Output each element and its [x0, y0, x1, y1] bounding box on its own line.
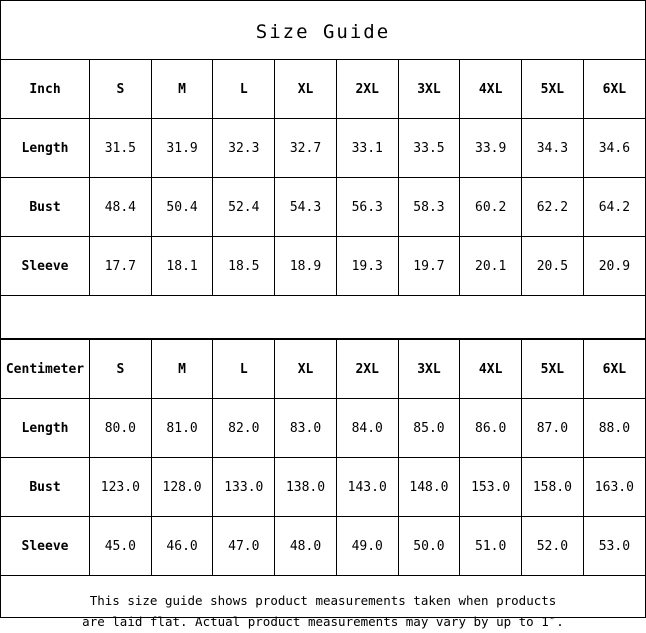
column-header-l: L [213, 340, 275, 399]
unit-label-inch: Inch [1, 60, 90, 119]
cell: 20.9 [583, 237, 645, 296]
column-header-6xl: 6XL [583, 340, 645, 399]
row-label-length: Length [1, 399, 90, 458]
table-header-row [1, 60, 645, 119]
cell: 58.3 [398, 178, 460, 237]
column-header-m: M [151, 340, 213, 399]
unit-label-centimeter: Centimeter [1, 340, 90, 399]
column-header-l: L [213, 60, 275, 119]
cell: 45.0 [90, 517, 152, 576]
cell: 80.0 [90, 399, 152, 458]
table-row [1, 178, 645, 237]
column-header-3xl: 3XL [398, 340, 460, 399]
cell: 46.0 [151, 517, 213, 576]
cell: 19.3 [336, 237, 398, 296]
table-row [1, 119, 645, 178]
cell: 53.0 [583, 517, 645, 576]
cell: 19.7 [398, 237, 460, 296]
table-row [1, 399, 645, 458]
row-label-sleeve: Sleeve [1, 517, 90, 576]
cell: 123.0 [90, 458, 152, 517]
cell: 49.0 [336, 517, 398, 576]
column-header-4xl: 4XL [460, 340, 522, 399]
footer-note-line-1: This size guide shows product measurements taken when products [89, 593, 557, 608]
footer-note [1, 576, 645, 633]
cell: 32.7 [275, 119, 337, 178]
cell: 52.4 [213, 178, 275, 237]
cell: 50.4 [151, 178, 213, 237]
column-header-5xl: 5XL [522, 60, 584, 119]
row-label-length: Length [1, 119, 90, 178]
column-header-6xl: 6XL [583, 60, 645, 119]
cell: 48.4 [90, 178, 152, 237]
cell: 60.2 [460, 178, 522, 237]
column-header-3xl: 3XL [398, 60, 460, 119]
page-title: Size Guide [255, 21, 391, 43]
inch-size-table [1, 59, 645, 296]
cell: 18.9 [275, 237, 337, 296]
column-header-s: S [90, 340, 152, 399]
cell: 56.3 [336, 178, 398, 237]
cell: 143.0 [336, 458, 398, 517]
row-label-bust: Bust [1, 458, 90, 517]
cell: 31.5 [90, 119, 152, 178]
column-header-xl: XL [275, 340, 337, 399]
table-row [1, 517, 645, 576]
cell: 81.0 [151, 399, 213, 458]
row-label-bust: Bust [1, 178, 90, 237]
cell: 138.0 [275, 458, 337, 517]
table-row [1, 237, 645, 296]
cell: 18.1 [151, 237, 213, 296]
cell: 31.9 [151, 119, 213, 178]
centimeter-size-table [1, 339, 645, 576]
cell: 153.0 [460, 458, 522, 517]
table-separator [1, 296, 645, 339]
cell: 33.5 [398, 119, 460, 178]
cell: 133.0 [213, 458, 275, 517]
column-header-2xl: 2XL [336, 340, 398, 399]
cell: 87.0 [522, 399, 584, 458]
cell: 64.2 [583, 178, 645, 237]
cell: 17.7 [90, 237, 152, 296]
cell: 83.0 [275, 399, 337, 458]
cell: 148.0 [398, 458, 460, 517]
cell: 62.2 [522, 178, 584, 237]
cell: 158.0 [522, 458, 584, 517]
column-header-4xl: 4XL [460, 60, 522, 119]
cell: 34.3 [522, 119, 584, 178]
cell: 47.0 [213, 517, 275, 576]
cell: 82.0 [213, 399, 275, 458]
table-header-row [1, 340, 645, 399]
cell: 163.0 [583, 458, 645, 517]
cell: 32.3 [213, 119, 275, 178]
cell: 33.9 [460, 119, 522, 178]
cell: 48.0 [275, 517, 337, 576]
column-header-5xl: 5XL [522, 340, 584, 399]
row-label-sleeve: Sleeve [1, 237, 90, 296]
column-header-m: M [151, 60, 213, 119]
cell: 20.1 [460, 237, 522, 296]
cell: 128.0 [151, 458, 213, 517]
cell: 88.0 [583, 399, 645, 458]
cell: 18.5 [213, 237, 275, 296]
cell: 84.0 [336, 399, 398, 458]
cell: 86.0 [460, 399, 522, 458]
cell: 33.1 [336, 119, 398, 178]
cell: 51.0 [460, 517, 522, 576]
column-header-xl: XL [275, 60, 337, 119]
cell: 85.0 [398, 399, 460, 458]
column-header-2xl: 2XL [336, 60, 398, 119]
column-header-s: S [90, 60, 152, 119]
cell: 54.3 [275, 178, 337, 237]
cell: 52.0 [522, 517, 584, 576]
cell: 50.0 [398, 517, 460, 576]
table-row [1, 458, 645, 517]
footer-note-line-2: are laid flat. Actual product measurements may vary by up to 1″. [82, 614, 564, 630]
cell: 34.6 [583, 119, 645, 178]
cell: 20.5 [522, 237, 584, 296]
